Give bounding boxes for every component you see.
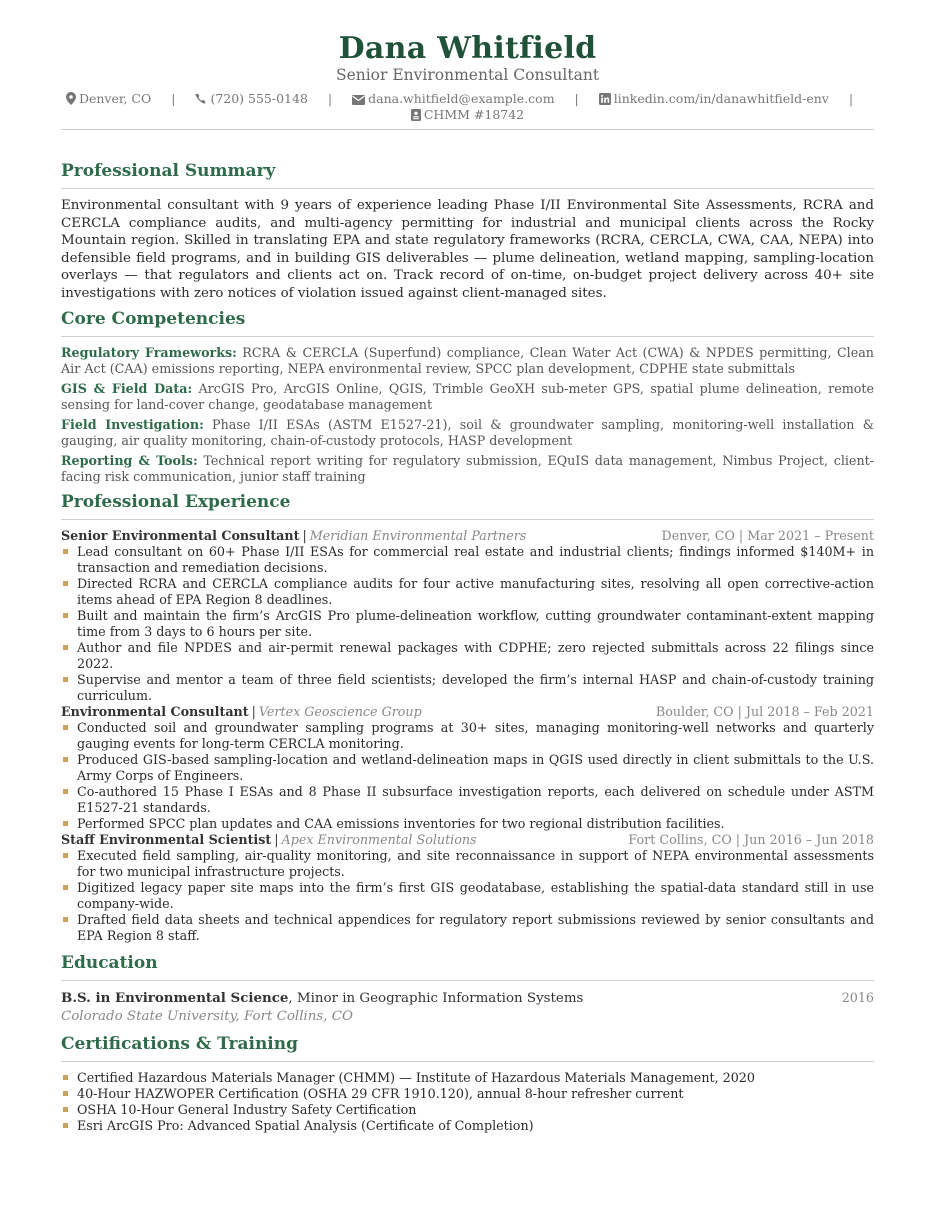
summary-text: Environmental consultant with 9 years of experience leading Phase I/II Environmental Site Assessments, RCRA and CERCLA compliance audits, and multi-agency permitting for industrial and municipal clients across the Rocky Mountain region. Skilled in translating EPA and state regulatory frameworks (RCRA, CERCLA, CWA, CAA, NEPA) into defensible field programs, and in building GIS deliverables — plume delineation, wetland mapping, sampling-location overlays — that regulators and clients act on. Track record of on-time, on-budget project delivery across 40+ site investigations with zero notices of violation issued against client-managed sites. — [61, 198, 874, 301]
certification-item: Certified Hazardous Materials Manager (CHMM) — Institute of Hazardous Materials Management, 2020 — [61, 1070, 874, 1086]
job-role-line — [61, 528, 526, 544]
certifications-section — [61, 1033, 874, 1134]
education-heading: Education — [61, 953, 158, 973]
competency-label: Field Investigation: — [61, 417, 204, 432]
job-bullet: Performed SPCC plan updates and CAA emissions inventories for two regional distribution facilities. — [61, 816, 874, 832]
job-role-line — [61, 832, 477, 848]
job-header — [61, 832, 874, 848]
contact-credential — [61, 107, 874, 123]
competency-label: Regulatory Frameworks: — [61, 345, 237, 360]
candidate-name: Dana Whitfield — [338, 31, 597, 66]
certification-item: 40-Hour HAZWOPER Certification (OSHA 29 CFR 1910.120), annual 8-hour refresher current — [61, 1086, 874, 1102]
map-pin-icon — [66, 92, 76, 105]
section-divider — [61, 519, 874, 520]
header-divider — [61, 129, 874, 130]
resume-header — [61, 30, 874, 130]
job-title: Staff Environmental Scientist — [61, 832, 272, 847]
competency-item — [61, 345, 874, 377]
contact-separator: | — [327, 91, 333, 106]
competency-text: Technical report writing for regulatory submission, EQuIS data management, Nimbus Project, client-facing risk communication, junior staff training — [61, 453, 874, 484]
job-company: Vertex Geoscience Group — [258, 704, 422, 719]
education-year: 2016 — [841, 990, 874, 1005]
contact-linkedin[interactable] — [599, 90, 829, 107]
experience-heading: Professional Experience — [61, 492, 291, 512]
summary-section — [61, 160, 874, 302]
contact-separator: | — [848, 91, 854, 106]
contact-separator: | — [574, 91, 579, 106]
job-bullet: Executed field sampling, air-quality monitoring, and site reconnaissance in support of NEPA environmental assessments for two municipal infrastructure projects. — [61, 848, 874, 880]
competency-item — [61, 453, 874, 485]
experience-list — [61, 528, 874, 944]
job-separator: | — [274, 832, 279, 847]
job-location-dates: Fort Collins, CO | Jun 2016 – Jun 2018 — [628, 832, 874, 847]
certification-item: Esri ArcGIS Pro: Advanced Spatial Analysis (Certificate of Completion) — [61, 1118, 874, 1134]
job-bullet: Conducted soil and groundwater sampling programs at 30+ sites, managing monitoring-well networks and quarterly gauging events for long-term CERCLA monitoring. — [61, 720, 874, 752]
job-bullet: Produced GIS-based sampling-location and wetland-delineation maps in QGIS used directly in client submittals to the U.S. Army Corps of Engineers. — [61, 752, 874, 784]
credential-text: CHMM #18742 — [423, 107, 525, 122]
competencies-section — [61, 308, 874, 485]
job-company: Meridian Environmental Partners — [309, 528, 527, 543]
competency-text: Phase I/II ESAs (ASTM E1527-21), soil & groundwater sampling, monitoring-well installation & gauging, air quality monitoring, chain-of-custody protocols, HASP development — [61, 417, 874, 448]
competencies-heading: Core Competencies — [61, 309, 246, 329]
job-bullet: Lead consultant on 60+ Phase I/II ESAs for commercial real estate and industrial clients; findings informed $140M+ in transaction and remediation decisions. — [61, 544, 874, 576]
section-divider — [61, 188, 874, 189]
id-badge-icon — [411, 109, 421, 121]
section-divider — [61, 980, 874, 981]
phone-icon — [195, 93, 207, 105]
location-text: Denver, CO — [78, 91, 152, 106]
experience-section — [61, 491, 874, 944]
competency-text: ArcGIS Pro, ArcGIS Online, QGIS, Trimble GeoXH sub-meter GPS, spatial plume delineation, remote sensing for land-cover change, geodatabase management — [61, 381, 874, 412]
linkedin-icon — [599, 93, 611, 105]
job-entry — [61, 704, 874, 832]
job-separator: | — [302, 528, 307, 543]
section-divider — [61, 336, 874, 337]
contact-separator: | — [171, 91, 176, 106]
education-degree-line — [61, 989, 583, 1008]
candidate-title: Senior Environmental Consultant — [335, 66, 600, 84]
contact-line — [61, 90, 874, 107]
competency-item — [61, 381, 874, 413]
education-entry — [61, 989, 874, 1008]
job-location-dates: Denver, CO | Mar 2021 – Present — [661, 528, 874, 543]
certifications-list — [61, 1070, 874, 1134]
email-text: dana.whitfield@example.com — [368, 91, 555, 106]
competency-text: RCRA & CERCLA (Superfund) compliance, Clean Water Act (CWA) & NPDES permitting, Clean Air Act (CAA) emissions reporting, NEPA environmental review, SPCC plan development, CDPHE state submittals — [61, 345, 874, 376]
job-bullet: Built and maintain the firm’s ArcGIS Pro plume-delineation workflow, cutting groundwater contaminant-extent mapping time from 3 days to 6 hours per site. — [61, 608, 874, 640]
section-divider — [61, 1061, 874, 1062]
summary-heading: Professional Summary — [61, 161, 276, 181]
job-bullet: Digitized legacy paper site maps into the firm’s first GIS geodatabase, establishing the spatial-data standard still in use company-wide. — [61, 880, 874, 912]
job-title: Environmental Consultant — [61, 704, 249, 719]
job-bullets — [61, 720, 874, 832]
contact-email[interactable] — [352, 90, 554, 107]
job-location-dates: Boulder, CO | Jul 2018 – Feb 2021 — [655, 704, 874, 719]
phone-text: (720) 555-0148 — [210, 91, 308, 106]
certification-item: OSHA 10-Hour General Industry Safety Certification — [61, 1102, 874, 1118]
job-bullet: Supervise and mentor a team of three field scientists; developed the firm’s internal HASP and chain-of-custody training curriculum. — [61, 672, 874, 704]
job-title: Senior Environmental Consultant — [61, 528, 300, 543]
job-bullets — [61, 544, 874, 704]
education-minor: , Minor in Geographic Information Systems — [288, 991, 584, 1006]
contact-phone[interactable] — [195, 90, 307, 107]
competency-label: Reporting & Tools: — [61, 453, 198, 468]
job-role-line — [61, 704, 422, 720]
job-entry — [61, 528, 874, 704]
job-bullet: Co-authored 15 Phase I ESAs and 8 Phase II subsurface investigation reports, each delivered on schedule under ASTM E1527-21 standards. — [61, 784, 874, 816]
job-header — [61, 528, 874, 544]
job-bullets — [61, 848, 874, 944]
education-degree: B.S. in Environmental Science — [61, 990, 289, 1006]
competencies-list — [61, 345, 874, 485]
linkedin-text: linkedin.com/in/danawhitfield-env — [613, 91, 829, 106]
competency-item — [61, 417, 874, 449]
education-school: Colorado State University, Fort Collins, CO — [61, 1009, 353, 1024]
contact-location — [66, 90, 151, 107]
education-section — [61, 952, 874, 1025]
job-separator: | — [251, 704, 256, 719]
job-company: Apex Environmental Solutions — [281, 832, 477, 847]
certifications-heading: Certifications & Training — [61, 1034, 299, 1054]
job-bullet: Drafted field data sheets and technical appendices for regulatory report submissions reviewed by senior consultants and EPA Region 8 staff. — [61, 912, 874, 944]
job-header — [61, 704, 874, 720]
job-bullet: Author and file NPDES and air-permit renewal packages with CDPHE; zero rejected submittals across 22 filings since 2022. — [61, 640, 874, 672]
job-entry — [61, 832, 874, 944]
resume-page — [61, 30, 874, 1134]
envelope-icon — [352, 95, 365, 105]
job-bullet: Directed RCRA and CERCLA compliance audits for four active manufacturing sites, resolving all open corrective-action items ahead of EPA Region 8 deadlines. — [61, 576, 874, 608]
competency-label: GIS & Field Data: — [61, 381, 193, 396]
